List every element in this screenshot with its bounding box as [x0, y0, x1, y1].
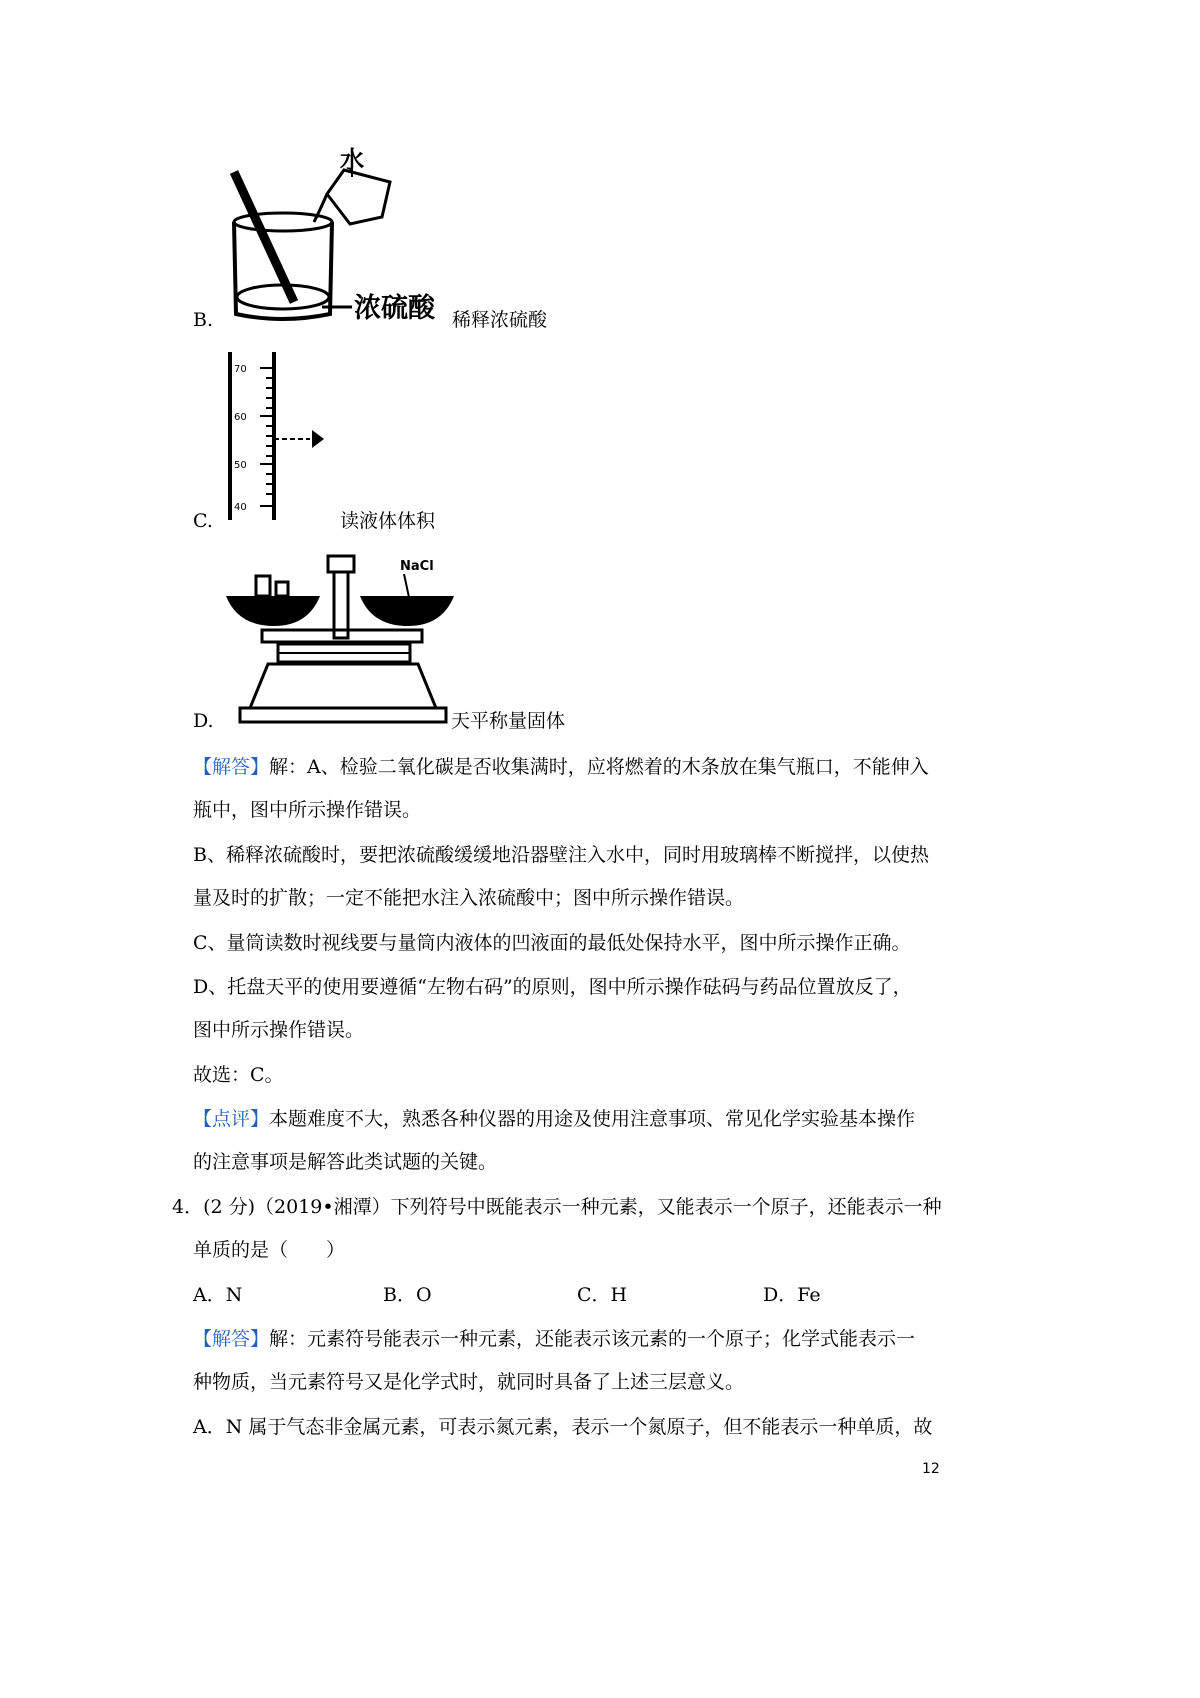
- page-number: 12: [922, 1461, 940, 1477]
- comment-line-2: 的注意事项是解答此类试题的关键。: [193, 1151, 498, 1173]
- answer-line-d1: D、托盘天平的使用要遵循“左物右码”的原则，图中所示操作砝码与药品位置放反了，: [193, 976, 912, 998]
- option-b-letter: B.: [193, 309, 214, 331]
- option-d-caption: 天平称量固体: [451, 710, 566, 732]
- answer-line-b2: 量及时的扩散；一定不能把水注入浓硫酸中；图中所示操作错误。: [193, 887, 745, 909]
- option-d: D．Fe: [763, 1284, 821, 1306]
- tick-70: 70: [234, 364, 247, 375]
- answer2-line-2: 种物质，当元素符号又是化学式时，就同时具备了上述三层意义。: [193, 1371, 745, 1393]
- answer-line-1: [193, 755, 929, 779]
- option-c-letter: C.: [193, 510, 213, 532]
- comment-text: 本题难度不大，熟悉各种仪器的用途及使用注意事项、常见化学实验基本操作: [269, 1108, 916, 1130]
- comment-tag: 【点评】: [193, 1108, 270, 1130]
- comment-line-1: [193, 1107, 915, 1131]
- nacl-label: NaCl: [400, 559, 434, 574]
- acid-label: 浓硫酸: [354, 293, 435, 324]
- answer-choice: 故选：C。: [193, 1064, 284, 1086]
- option-b-caption: 稀释浓硫酸: [452, 309, 548, 331]
- balance-diagram: [222, 552, 462, 728]
- question-4-line-1: 4．(2 分)（2019•湘潭）下列符号中既能表示一种元素，又能表示一个原子，还能表示一种: [172, 1196, 942, 1218]
- option-d-letter: D.: [193, 710, 214, 732]
- tick-50: 50: [234, 460, 247, 471]
- answer-line-d2: 图中所示操作错误。: [193, 1019, 365, 1041]
- answer2-tag: 【解答】: [193, 1328, 270, 1350]
- answer-line-c: C、量筒读数时视线要与量筒内液体的凹液面的最低处保持水平，图中所示操作正确。: [193, 932, 911, 954]
- option-c: C．H: [577, 1284, 628, 1306]
- answer2-line-3: A．N 属于气态非金属元素，可表示氮元素，表示一个氮原子，但不能表示一种单质，故: [193, 1416, 933, 1438]
- answer-line-b1: B、稀释浓硫酸时，要把浓硫酸缓缓地沿器壁注入水中，同时用玻璃棒不断搅拌，以使热: [193, 844, 929, 866]
- water-label: 水: [340, 146, 364, 174]
- answer-line-2: 瓶中，图中所示操作错误。: [193, 799, 422, 821]
- answer-tag: 【解答】: [193, 756, 270, 778]
- graduated-cylinder-diagram: [222, 350, 342, 522]
- option-a: A．N: [193, 1284, 243, 1306]
- answer2-text: 解：元素符号能表示一种元素，还能表示该元素的一个原子；化学式能表示一: [269, 1328, 916, 1350]
- answer-text: 解：A、检验二氧化碳是否收集满时，应将燃着的木条放在集气瓶口，不能伸入: [269, 756, 929, 778]
- tick-60: 60: [234, 412, 247, 423]
- option-c-caption: 读液体体积: [340, 510, 436, 532]
- option-b: B．O: [383, 1284, 432, 1306]
- tick-40: 40: [234, 502, 247, 513]
- dilute-acid-diagram: [222, 142, 454, 330]
- question-4-line-2: 单质的是（ ）: [193, 1239, 346, 1261]
- answer2-line-1: [193, 1327, 915, 1351]
